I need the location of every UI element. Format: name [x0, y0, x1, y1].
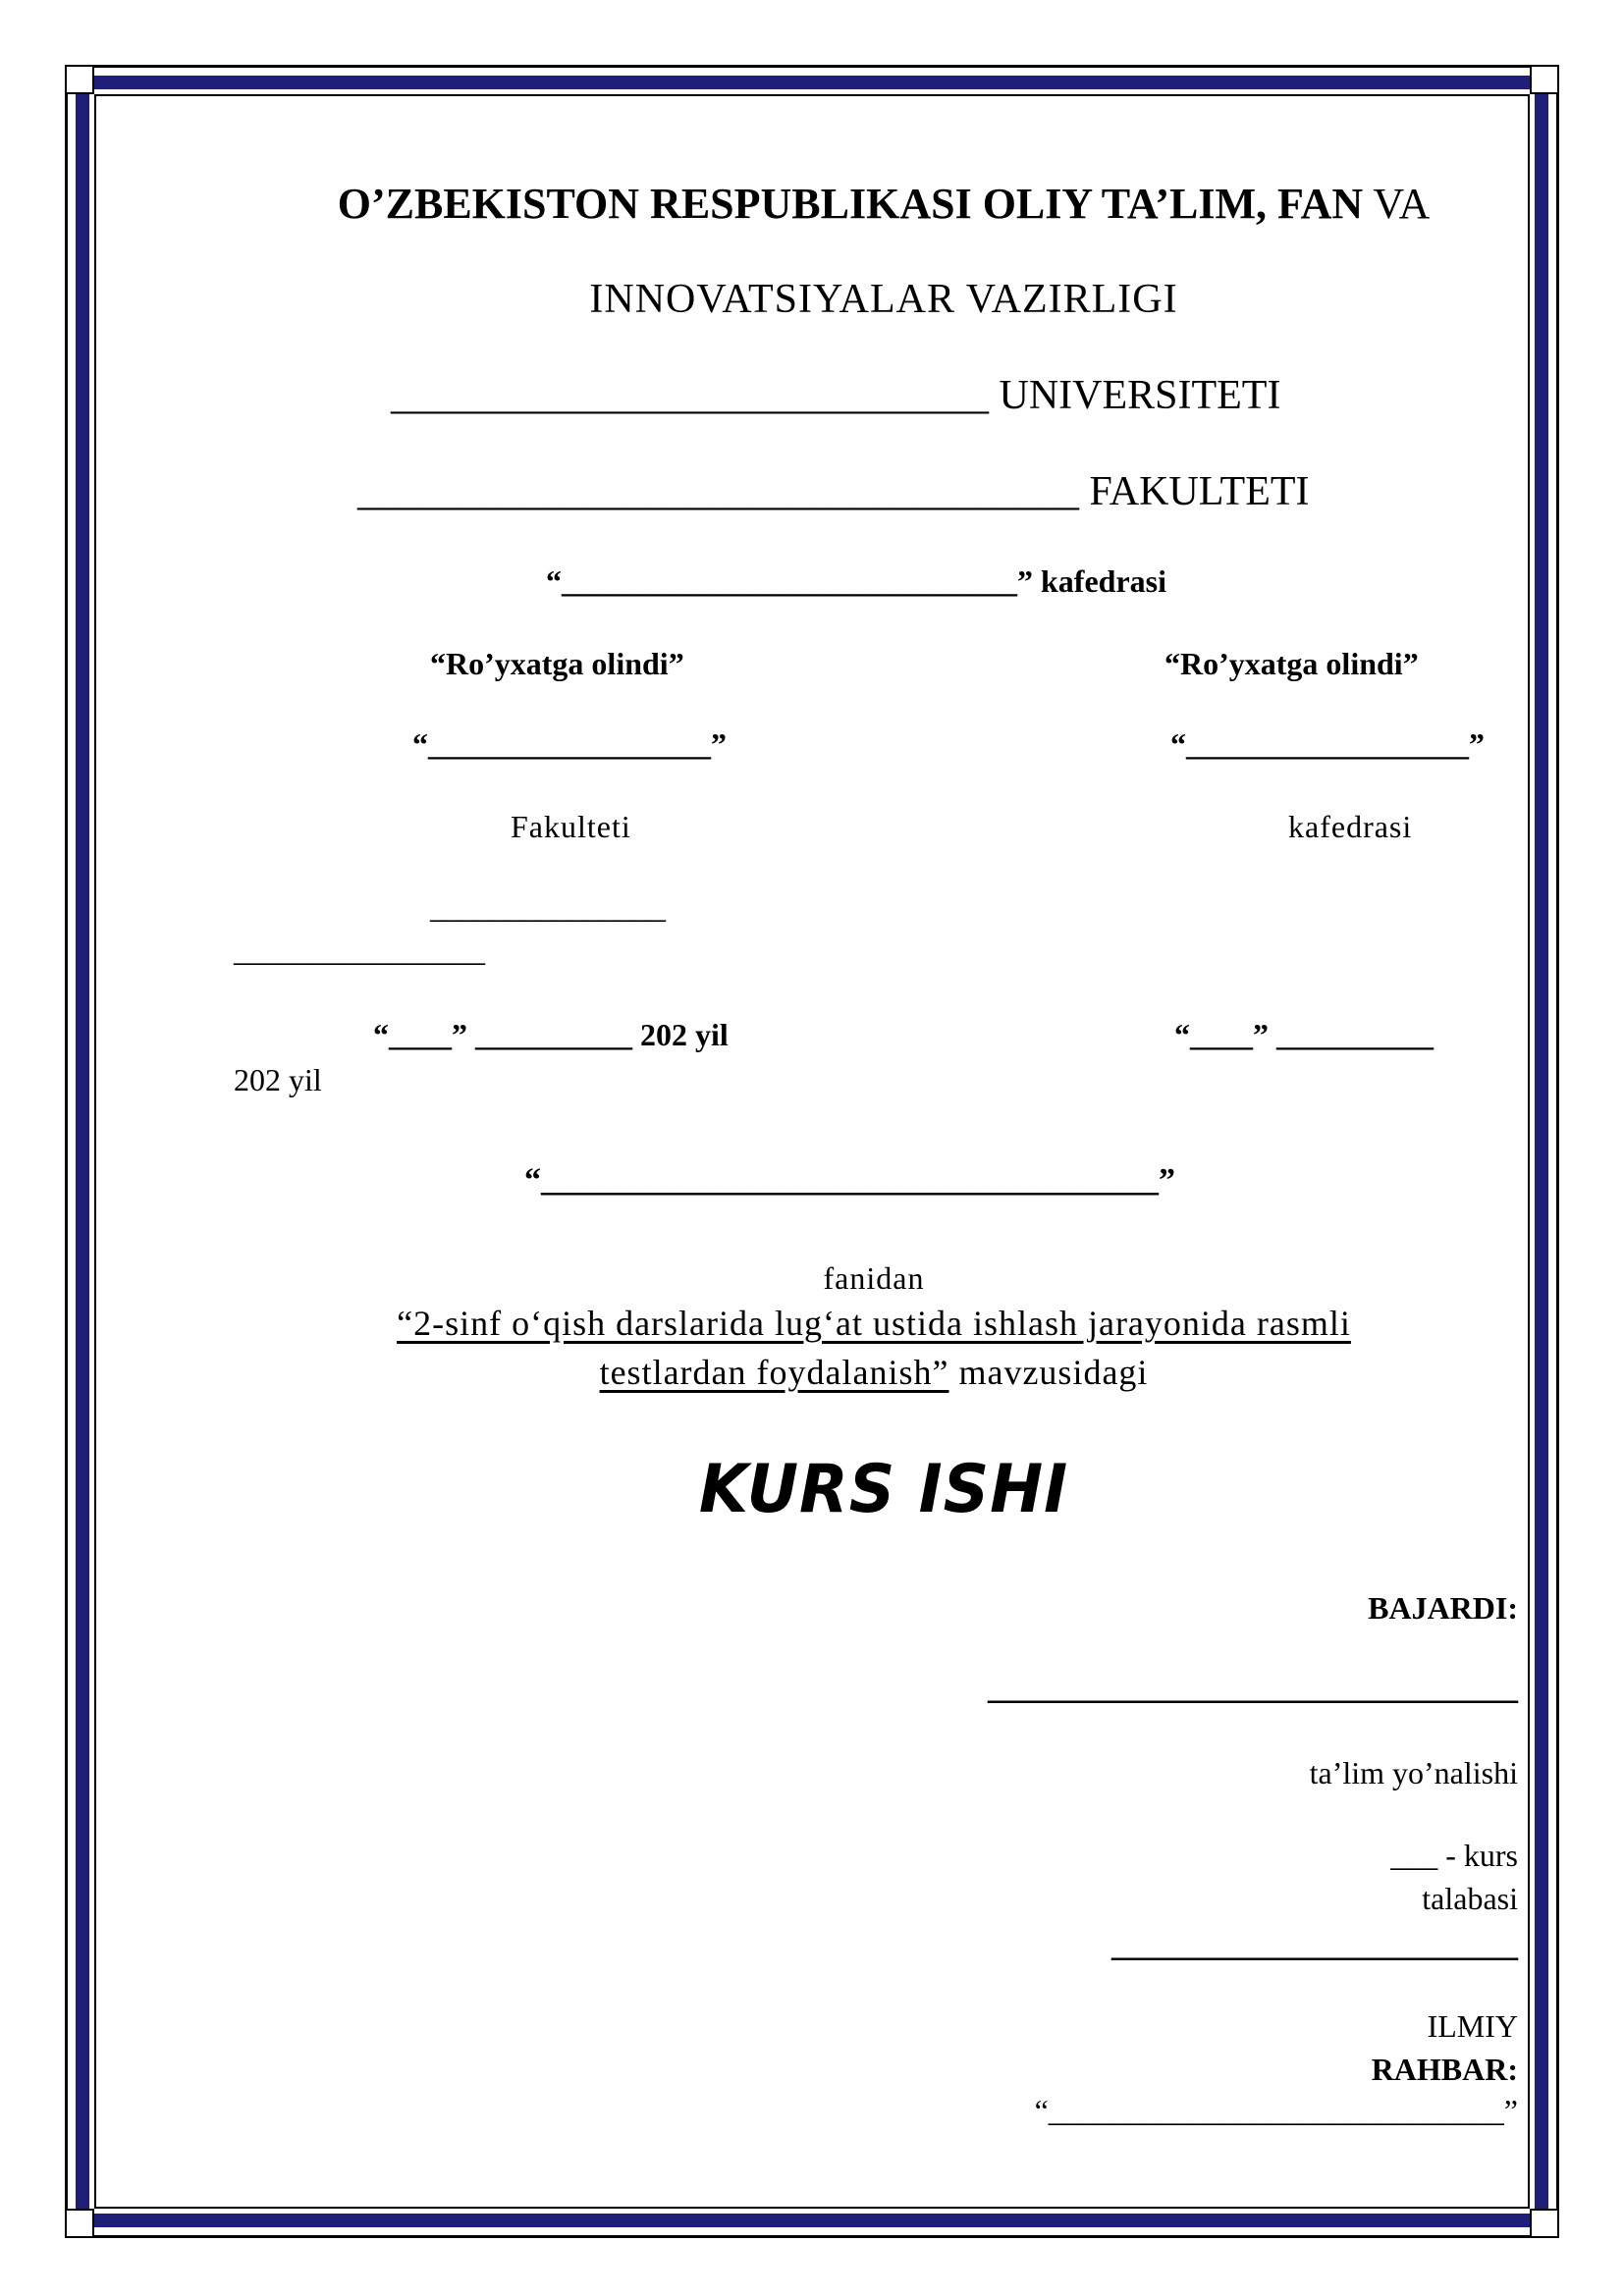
topic-tail: mavzusidagi	[948, 1353, 1149, 1392]
topic-line-1	[344, 1306, 1404, 1341]
student-label: talabasi	[1422, 1881, 1518, 1916]
faculty-blank: ___________________________________	[357, 469, 1079, 514]
topic-text-2: testlardan foydalanish”	[599, 1353, 949, 1392]
supervisor-blank: “_____________________________”	[1034, 2093, 1518, 2128]
faculty-label: FAKULTETI	[1079, 469, 1310, 514]
frame-corner-ornament	[65, 65, 94, 94]
registration-right-blank: “__________________”	[1170, 726, 1485, 762]
subject-blank: “_____________________________________”	[524, 1162, 1175, 1199]
frame-corner-ornament	[65, 2209, 94, 2238]
department-line	[546, 565, 1166, 597]
student-signature-line: _______________________	[1111, 1924, 1518, 1963]
registration-left-label: Fakulteti	[511, 809, 631, 844]
bajardi-label: BAJARDI:	[1368, 1590, 1518, 1626]
ministry-line-2: INNOVATSIYALAR VAZIRLIGI	[589, 277, 1178, 322]
faculty-line	[357, 471, 1310, 512]
document-title: KURS ISHI	[698, 1451, 1069, 1528]
fanidan-label: fanidan	[823, 1260, 925, 1296]
registration-right-label: kafedrasi	[1288, 809, 1413, 844]
registration-left-blank: “__________________”	[412, 726, 727, 762]
student-name-line: ______________________________	[988, 1667, 1518, 1706]
registration-left-date: “____” __________ 202 yil	[373, 1017, 729, 1052]
registration-right-title: “Ro’yxatga olindi”	[1164, 646, 1419, 681]
registration-left-sign-line: _______________	[430, 889, 666, 925]
supervisor-word-1: ILMIY	[1427, 2008, 1518, 2044]
topic-line-2	[344, 1355, 1404, 1390]
university-label: UNIVERSITETI	[989, 373, 1281, 418]
supervisor-word-2: RAHBAR:	[1371, 2052, 1518, 2087]
department-blank: “_____________________________”	[546, 563, 1033, 599]
course-line: ___ - kurs	[1390, 1838, 1518, 1873]
registration-left-sign-line-2: ________________	[234, 933, 485, 968]
department-label: kafedrasi	[1033, 563, 1166, 599]
frame-corner-ornament	[1530, 2209, 1559, 2238]
ministry-line-1-tail: VA	[1363, 180, 1431, 228]
topic-text-1: “2-sinf o‘qish darslarida lug‘at ustida ishlash jarayonida rasmli	[397, 1304, 1351, 1343]
frame-corner-ornament	[1530, 65, 1559, 94]
ministry-line-1	[196, 180, 1571, 228]
direction-label: ta’lim yo’nalishi	[1309, 1755, 1518, 1790]
registration-right-date: “____” __________	[1174, 1017, 1434, 1052]
registration-right-date-year: 202 yil	[234, 1062, 322, 1097]
university-line	[391, 375, 1280, 416]
registration-left-title: “Ro’yxatga olindi”	[430, 646, 684, 681]
ministry-line-1-bold: O’ZBEKISTON RESPUBLIKASI OLIY TA’LIM, FAN	[337, 180, 1364, 228]
university-blank: _____________________________	[391, 373, 989, 418]
